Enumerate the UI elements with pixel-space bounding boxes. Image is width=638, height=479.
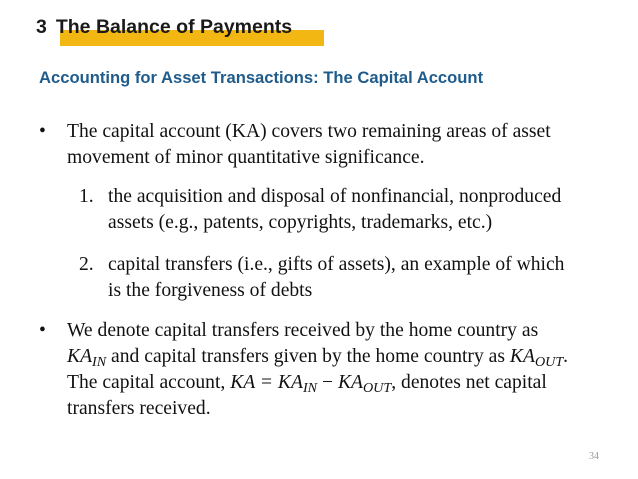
item-text [108, 252, 618, 304]
section-number: 3 [36, 16, 47, 38]
section-title [36, 16, 292, 39]
math-equation: KA = $KA_{IN}$ [230, 372, 318, 397]
math-var: $KA_{IN}$ [67, 346, 107, 371]
text-line: We denote capital transfers received by the home country as [67, 320, 539, 341]
text-line: The capital account (KA) covers two remaining areas of asset [67, 121, 551, 142]
item-number: 2. [79, 254, 94, 275]
bullet-text [67, 318, 607, 422]
slide-subtitle: Accounting for Asset Transactions: The Capital Account [39, 68, 484, 87]
item-text [108, 184, 618, 236]
text-line: transfers received. [67, 398, 211, 419]
text-line: assets (e.g., patents, copyrights, trademarks, etc.) [108, 212, 493, 233]
text-line: The capital account, KA = $KA_{IN} - KA_{OUT}$, denotes net capital [67, 372, 547, 397]
page-number: 34 [589, 451, 599, 462]
text-line: the acquisition and disposal of nonfinancial, nonproduced [108, 186, 562, 207]
math-var: $KA_{OUT}$ [337, 372, 392, 397]
bullet-text [67, 119, 607, 171]
section-title-text: The Balance of Payments [55, 16, 293, 38]
section-header [0, 14, 330, 48]
item-number: 1. [79, 186, 94, 207]
text-line: is the forgiveness of debts [108, 280, 313, 301]
bullet-icon: • [39, 320, 46, 341]
bullet-icon: • [39, 121, 46, 142]
text-line: capital transfers (i.e., gifts of assets), an example of which [108, 254, 565, 275]
math-var: $KA_{OUT}$ [509, 346, 564, 371]
text-line: movement of minor quantitative significance. [67, 147, 425, 168]
text-line: $KA_{IN}$ and capital transfers given by the home country as $KA_{OUT}$. [67, 346, 569, 371]
